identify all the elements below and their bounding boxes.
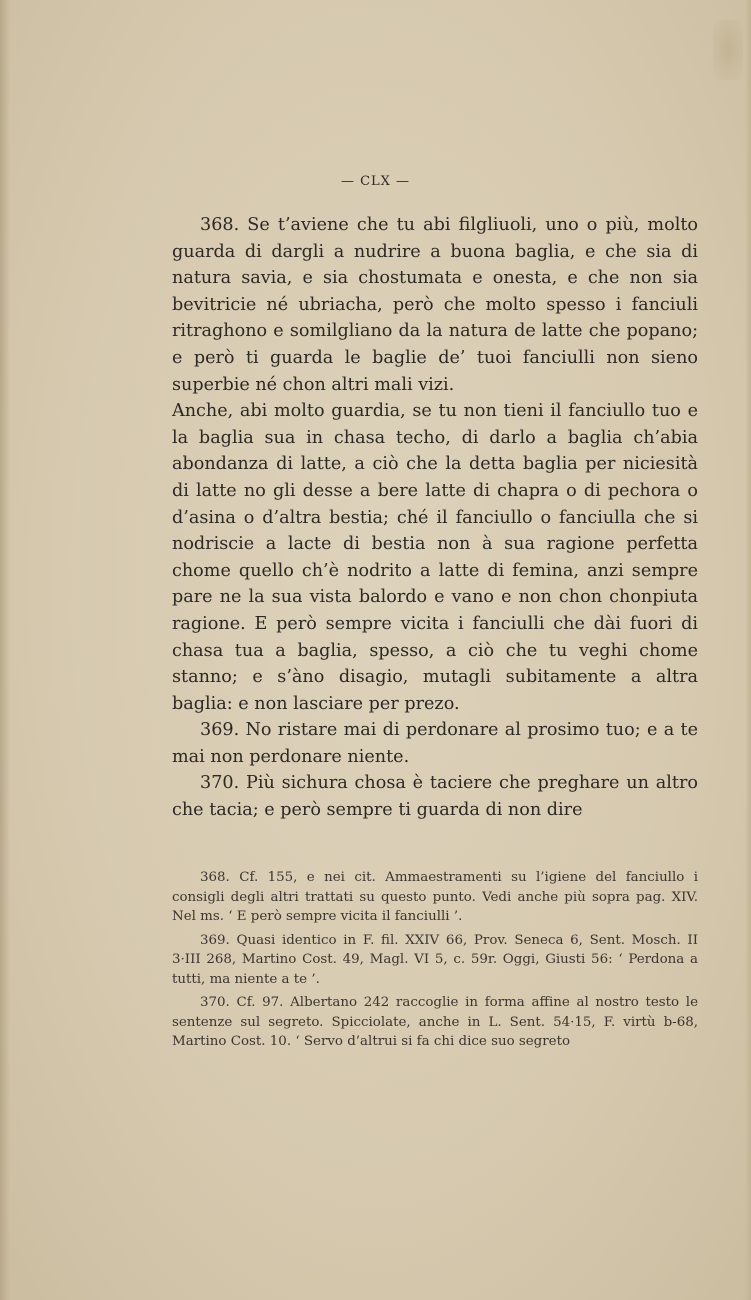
main-text: [172, 212, 698, 824]
paper-stain: [713, 20, 743, 80]
footnote-368: 368. Cf. 155, e nei cit. Ammaestramenti su l’igiene del fanciullo i consigli degli altri trattati su questo punto. Vedi anche più sopra pag. XIV. Nel ms. ‘ E però sempre vicita il fanciulli ’.: [172, 870, 698, 924]
footnotes: [172, 868, 698, 1056]
page-left-edge-shadow: [0, 0, 10, 1300]
footnote-370: 370. Cf. 97. Albertano 242 raccoglie in forma affine al nostro testo le sentenze sul segreto. Spicciolate, anche in L. Sent. 54·15, F. virtù b-68, Martino Cost. 10. ‘ Servo d’altrui si fa chi dice suo segreto: [172, 995, 698, 1049]
footnote-369: 369. Quasi identico in F. fil. XXIV 66, Prov. Seneca 6, Sent. Mosch. II 3·III 268, Martino Cost. 49, Magl. VI 5, c. 59r. Oggi, Giusti 56: ‘ Perdona a tutti, ma niente a te ’.: [172, 932, 698, 987]
paragraph-368-continued: Anche, abi molto guardia, se tu non tieni il fanciullo tuo e la baglia sua in chasa techo, di darlo a baglia ch’abia abondanza di latte, a ciò che la detta baglia per niciesità di latte no gli desse a bere latte di chapra o di pechora o d’asina o d’altra bestia; ché il fanciullo o fanciulla che si nodriscie a lacte di bestia non à sua ragione perfetta chome quello ch’è nodrito a latte di femina, anzi sempre pare ne la sua vista balordo e vano e non chon chonpiuta ragione. E però sempre vicita i fanciulli che dài fuori di chasa tua a baglia, spesso, a ciò che tu veghi chome stanno; e s’àno disagio, mutagli subitamente a altra baglia: e non lasciare per prezo.: [172, 401, 698, 714]
paragraph-370: 370. Più sichura chosa è taciere che preghare un altro che tacia; e però sempre ti guarda di non dire: [172, 773, 698, 821]
page-number-header: — CLX —: [340, 174, 411, 189]
page-right-edge-shadow: [745, 0, 751, 1300]
paragraph-368: 368. Se t’aviene che tu abi filgliuoli, uno o più, molto guarda di dargli a nudrire a buona baglia, e che sia di natura savia, e sia chostumata e onesta, e che non sia bevitricie né ubriacha, però che molto spesso i fanciuli ritraghono e somilgliano da la natura de latte che popano; e però ti guarda le baglie de’ tuoi fanciulli non sieno superbie né chon altri mali vizi.: [172, 215, 698, 395]
paragraph-369: 369. No ristare mai di perdonare al prosimo tuo; e a te mai non perdonare niente.: [172, 720, 698, 767]
